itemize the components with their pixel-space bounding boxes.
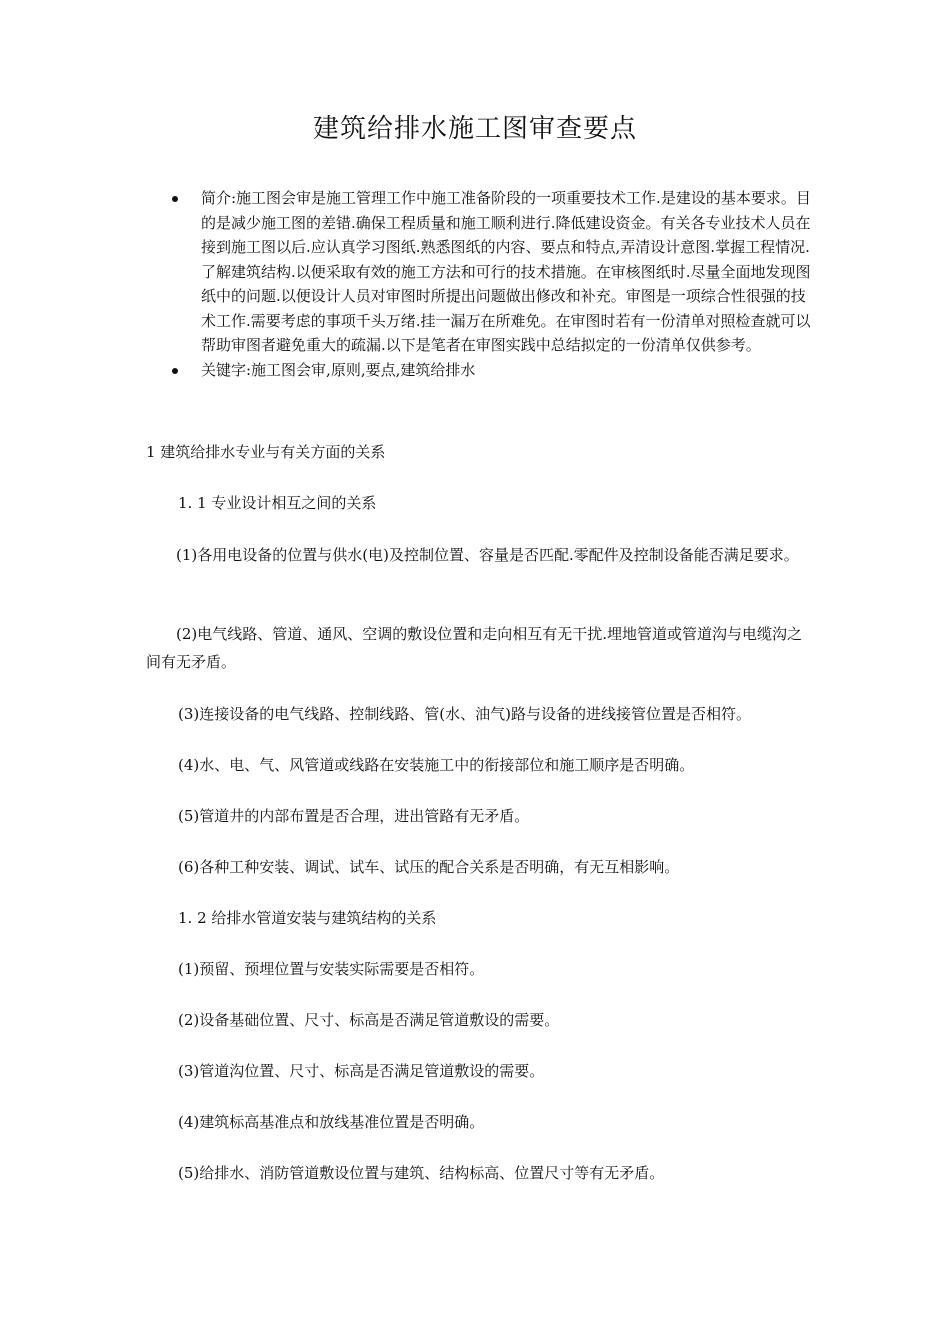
subsection-heading-1-2: 1. 2 给排水管道安装与建筑结构的关系 <box>178 909 437 927</box>
summary-text: 简介:施工图会审是施工管理工作中施工准备阶段的一项重要技术工作.是建设的基本要求。目的是减少施工图的差错.确保工程质量和施工顺利进行.降低建设资金。有关各专业技术人员在接到施工图以后.应认真学习图纸.熟悉图纸的内容、要点和特点,弄清设计意图.掌握工程情况.了解建筑结构.以便采取有效的施工方法和可行的技术措施。在审核图纸时.尽量全面地发现图纸中的问题.以便设计人员对审图时所提出问题做出修改和补充。审图是一项综合性很强的技术工作.需要考虑的事项千头万绪.挂一漏万在所难免。在审图时若有一份清单对照检查就可以帮助审图者避免重大的疏漏.以下是笔者在审图实践中总结拟定的一份清单仅供参考。 <box>201 189 811 354</box>
subsection-heading-1-1: 1. 1 专业设计相互之间的关系 <box>178 494 377 512</box>
summary-bullet-list <box>148 186 818 382</box>
paragraph-1-1-2: (2)电气线路、管道、通风、空调的敷设位置和走向相互有无干扰.埋地管道或管道沟与电缆沟之间有无矛盾。 <box>146 625 803 671</box>
paragraph-1-1-5: (5)管道井的内部布置是否合理，进出管路有无矛盾。 <box>178 807 530 825</box>
paragraph-1-2-5: (5)给排水、消防管道敷设位置与建筑、结构标高、位置尺寸等有无矛盾。 <box>178 1164 665 1182</box>
paragraph-1-1-1: (1)各用电设备的位置与供水(电)及控制位置、容量是否匹配.零配件及控制设备能否满足要求。 <box>176 546 799 564</box>
paragraph-1-2-1: (1)预留、预埋位置与安装实际需要是否相符。 <box>178 960 485 978</box>
paragraph-1-2-4: (4)建筑标高基准点和放线基准位置是否明确。 <box>178 1113 485 1131</box>
keywords-text: 关键字:施工图会审,原则,要点,建筑给排水 <box>201 360 476 379</box>
summary-bullet <box>148 186 818 358</box>
paragraph-1-1-4: (4)水、电、气、风管道或线路在安装施工中的衔接部位和施工顺序是否明确。 <box>178 756 695 774</box>
bullet-icon <box>172 368 178 374</box>
keywords-bullet <box>148 358 818 383</box>
bullet-icon <box>172 196 178 202</box>
paragraph-1-2-2: (2)设备基础位置、尺寸、标高是否满足管道敷设的需要。 <box>178 1011 560 1029</box>
paragraph-1-1-6: (6)各种工种安装、调试、试车、试压的配合关系是否明确，有无互相影响。 <box>178 858 680 876</box>
section-heading-1: 1 建筑给排水专业与有关方面的关系 <box>146 443 386 461</box>
paragraph-1-2-3: (3)管道沟位置、尺寸、标高是否满足管道敷设的需要。 <box>178 1062 545 1080</box>
document-title: 建筑给排水施工图审查要点 <box>312 114 637 144</box>
paragraph-1-1-3: (3)连接设备的电气线路、控制线路、管(水、油气)路与设备的进线接管位置是否相符。 <box>178 705 751 723</box>
